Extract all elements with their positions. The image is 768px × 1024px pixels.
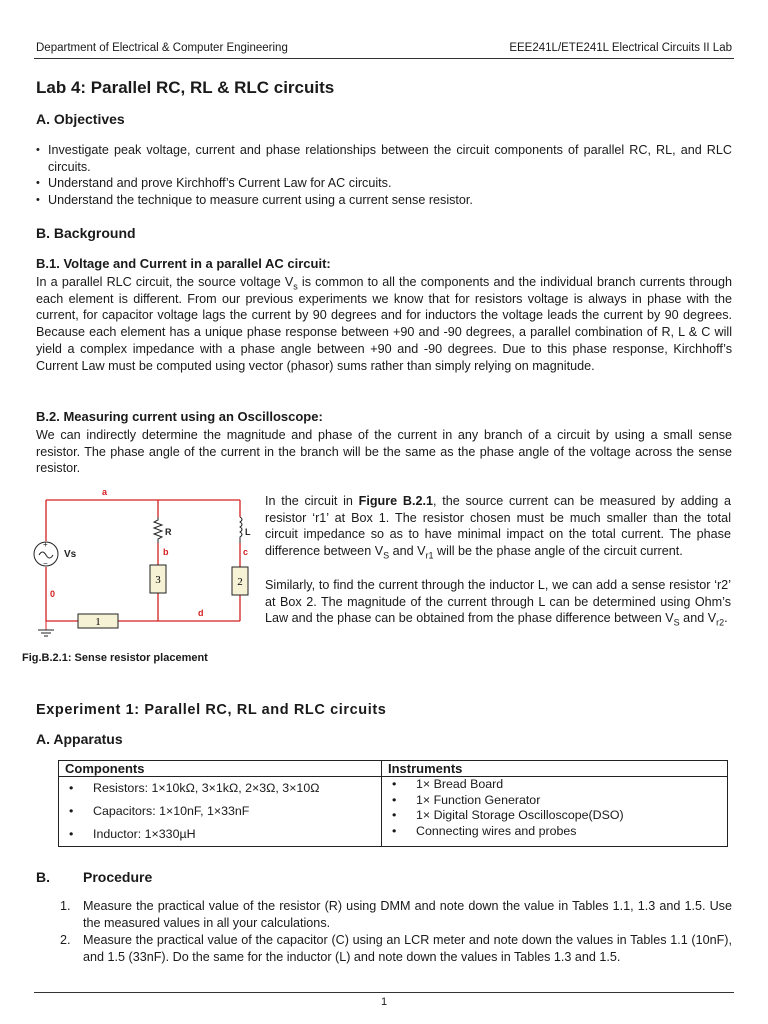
resistor-label: R bbox=[165, 527, 172, 537]
node-c-label: c bbox=[243, 547, 249, 557]
b1-heading: B.1. Voltage and Current in a parallel AC circuit: bbox=[36, 256, 331, 271]
component-item: • Resistors: 1×10kΩ, 3×1kΩ, 2×3Ω, 3×10Ω bbox=[65, 777, 375, 800]
components-header: Components bbox=[59, 761, 382, 777]
procedure-heading: Procedure bbox=[83, 869, 153, 885]
figure-caption: Fig.B.2.1: Sense resistor placement bbox=[22, 652, 208, 664]
figure-description bbox=[265, 493, 731, 627]
b2-heading: B.2. Measuring current using an Oscilloscope: bbox=[36, 409, 323, 424]
b1-paragraph: In a parallel RLC circuit, the source voltage $V_s$ is common to all the components and the individual branch currents through each element is different. From our previous experiments we know that for resistors voltage is always in phase with the current, for capacitor voltage lags the current by 90 degrees and for inductors the voltage leads the current by 90 degrees. Because each element has a unique phase response between +90 and -90 degrees, a parallel combination of R, L & C will yield a complex impedance with a phase angle between +90 and -90 degrees. Due to this phase response, Kirchhoff’s Current Law must be computed using vector (phasor) sums rather than simply relying on magnitude. bbox=[36, 275, 732, 373]
figure-paragraph-1: In the circuit in Figure B.2.1, the source current can be measured by adding a resistor ‘r1’ at Box 1. The resistor chosen must be much smaller than the total circuit impedance so as to have minimal impact on the total current. The phase difference between $V_S$ and $V_{r1}$ will be the phase angle of the circuit current. bbox=[265, 494, 731, 561]
node-d-label: d bbox=[198, 608, 204, 618]
instruments-list bbox=[388, 777, 721, 839]
node-b-label: b bbox=[163, 547, 169, 557]
box-1-label: 1 bbox=[95, 616, 101, 628]
procedure-list bbox=[36, 898, 732, 966]
objectives-heading: A. Objectives bbox=[36, 111, 125, 127]
inductor-symbol bbox=[240, 517, 242, 543]
background-heading: B. Background bbox=[36, 225, 136, 241]
figure-paragraph-2: Similarly, to find the current through the inductor L, we can add a sense resistor ‘r2’ at Box 2. The magnitude of the current through L can be determined using Ohm’s Law and the phase can be obtained from the phase difference between $V_S$ and $V_{r2}$. bbox=[265, 577, 731, 628]
footer-divider bbox=[34, 992, 734, 993]
box-2-label: 2 bbox=[237, 576, 243, 588]
experiment-title: Experiment 1: Parallel RC, RL and RLC circuits bbox=[36, 702, 387, 718]
components-list bbox=[65, 777, 375, 846]
instruments-header: Instruments bbox=[382, 761, 728, 777]
inductor-label: L bbox=[245, 527, 251, 537]
header-course: EEE241L/ETE241L Electrical Circuits II Lab bbox=[509, 42, 732, 54]
instrument-item: • 1× Digital Storage Oscilloscope(DSO) bbox=[388, 808, 721, 824]
b2-paragraph: We can indirectly determine the magnitude and phase of the current in any branch of a circuit by using a small sense resistor. The phase angle of the current in the branch will be the same as the phase angle of the voltage across the sense resistor. bbox=[36, 428, 732, 476]
header-divider bbox=[34, 58, 734, 59]
node-0-label: 0 bbox=[50, 589, 56, 599]
objective-item: • Understand and prove Kirchhoff’s Current Law for AC circuits. bbox=[36, 175, 732, 192]
procedure-step: 2. Measure the practical value of the capacitor (C) using an LCR meter and note down the values in Tables 1.1 (10nF), and 1.5 (33nF). Do the same for the inductor (L) and note down the values in Tables 1.3 and 1.5. bbox=[60, 933, 732, 964]
page-number: 1 bbox=[380, 996, 388, 1008]
apparatus-heading: A. Apparatus bbox=[36, 731, 123, 747]
objectives-list bbox=[36, 142, 732, 209]
plus-sign: + bbox=[43, 540, 48, 549]
source-label: Vs bbox=[64, 549, 77, 560]
instrument-item: • 1× Function Generator bbox=[388, 793, 721, 809]
node-a-label: a bbox=[102, 487, 108, 497]
instrument-item: • 1× Bread Board bbox=[388, 777, 721, 793]
box-3-label: 3 bbox=[155, 574, 161, 586]
apparatus-table bbox=[58, 760, 728, 847]
procedure-step: 1. Measure the practical value of the resistor (R) using DMM and note down the value in Tables 1.1, 1.3 and 1.5. Use the measured values in all your calculations. bbox=[60, 899, 732, 930]
component-item: • Inductor: 1×330µH bbox=[65, 823, 375, 846]
circuit-diagram bbox=[30, 485, 255, 645]
minus-sign: − bbox=[43, 559, 48, 568]
instrument-item: • Connecting wires and probes bbox=[388, 824, 721, 840]
header-department: Department of Electrical & Computer Engineering bbox=[36, 42, 288, 54]
component-item: • Capacitors: 1×10nF, 1×33nF bbox=[65, 800, 375, 823]
page-title: Lab 4: Parallel RC, RL & RLC circuits bbox=[36, 78, 335, 97]
objective-item: • Understand the technique to measure current using a current sense resistor. bbox=[36, 192, 732, 209]
objective-item: • Investigate peak voltage, current and phase relationships between the circuit components of parallel RC, RL, and RLC circuits. bbox=[36, 142, 732, 175]
procedure-label: B. bbox=[36, 869, 50, 885]
resistor-symbol bbox=[154, 517, 162, 543]
